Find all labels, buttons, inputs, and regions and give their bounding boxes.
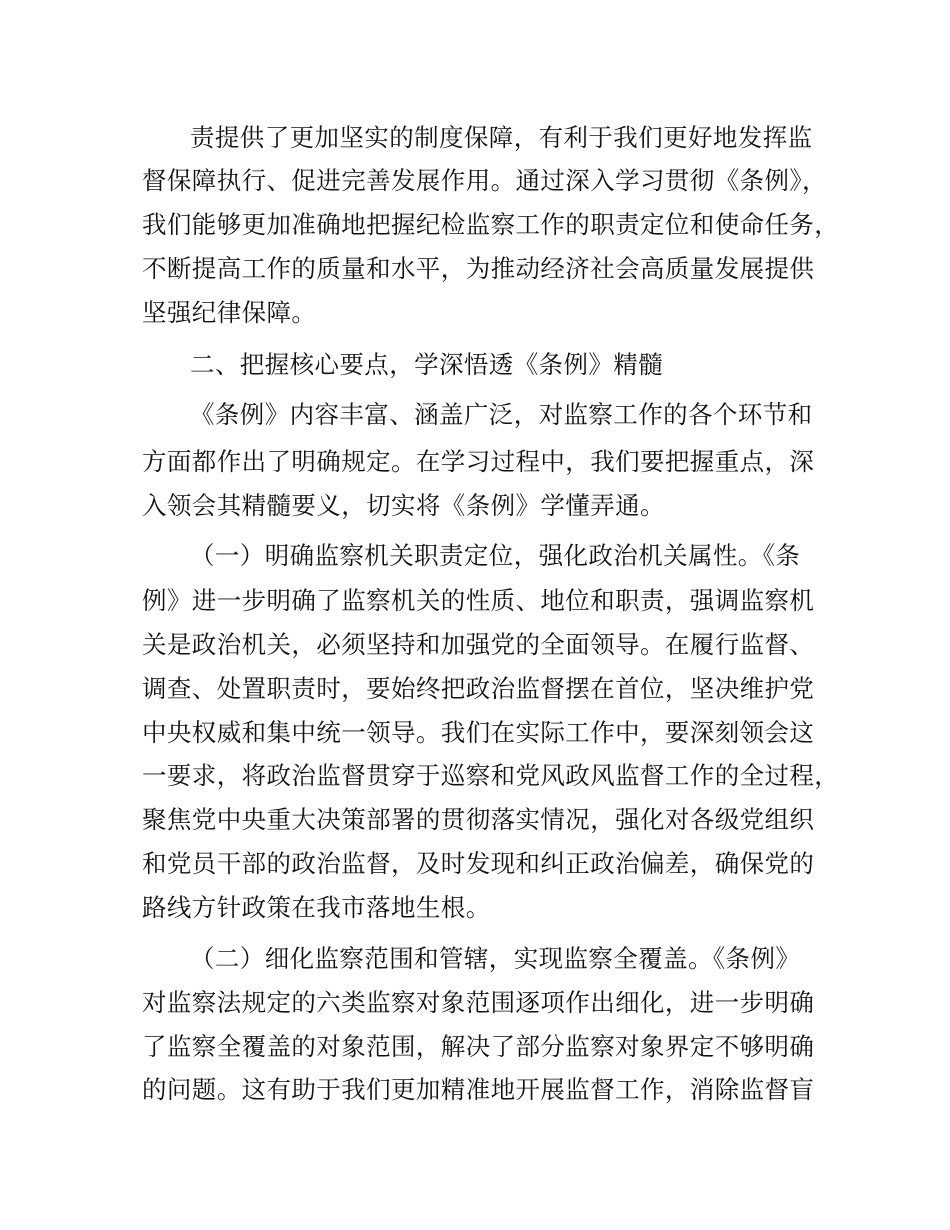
text-line: 《条例》内容丰富、涵盖广泛，对监察工作的各个环节和 bbox=[190, 400, 813, 429]
text-line: 和党员干部的政治监督，及时发现和纠正政治偏差，确保党的 bbox=[142, 849, 815, 878]
text-line: 了监察全覆盖的对象范围，解决了部分监察对象界定不够明确 bbox=[142, 1032, 815, 1061]
text-line: （二）细化监察范围和管辖，实现监察全覆盖。《条例》 bbox=[190, 944, 801, 973]
text-line: 责提供了更加坚实的制度保障，有利于我们更好地发挥监 bbox=[190, 123, 813, 152]
text-line: 我们能够更加准确地把握纪检监察工作的职责定位和使命任务， bbox=[142, 210, 840, 239]
text-line: （一）明确监察机关职责定位，强化政治机关属性。《条 bbox=[190, 541, 801, 570]
text-line: 的问题。这有助于我们更加精准地开展监督工作，消除监督盲 bbox=[142, 1075, 815, 1104]
text-line: 方面都作出了明确规定。在学习过程中，我们要把握重点，深 bbox=[142, 447, 815, 476]
text-line: 督保障执行、促进完善发展作用。通过深入学习贯彻《条例》， bbox=[142, 166, 827, 195]
text-line: 关是政治机关，必须坚持和加强党的全面领导。在履行监督、 bbox=[142, 630, 815, 659]
text-line: 对监察法规定的六类监察对象范围逐项作出细化，进一步明确 bbox=[142, 988, 815, 1017]
text-line: 一要求，将政治监督贯穿于巡察和党风政风监督工作的全过程， bbox=[142, 761, 840, 790]
text-line: 路线方针政策在我市落地生根。 bbox=[142, 893, 491, 922]
text-line: 入领会其精髓要义，切实将《条例》学懂弄通。 bbox=[142, 491, 665, 520]
text-line: 坚强纪律保障。 bbox=[142, 298, 317, 327]
section-heading: 二、把握核心要点，学深悟透《条例》精髓 bbox=[190, 350, 664, 379]
text-line: 聚焦党中央重大决策部署的贯彻落实情况，强化对各级党组织 bbox=[142, 805, 815, 834]
text-line: 不断提高工作的质量和水平，为推动经济社会高质量发展提供 bbox=[142, 254, 815, 283]
text-line: 调查、处置职责时，要始终把政治监督摆在首位，坚决维护党 bbox=[142, 674, 815, 703]
text-line: 例》进一步明确了监察机关的性质、地位和职责，强调监察机 bbox=[142, 586, 815, 615]
text-line: 中央权威和集中统一领导。我们在实际工作中，要深刻领会这 bbox=[142, 718, 815, 747]
